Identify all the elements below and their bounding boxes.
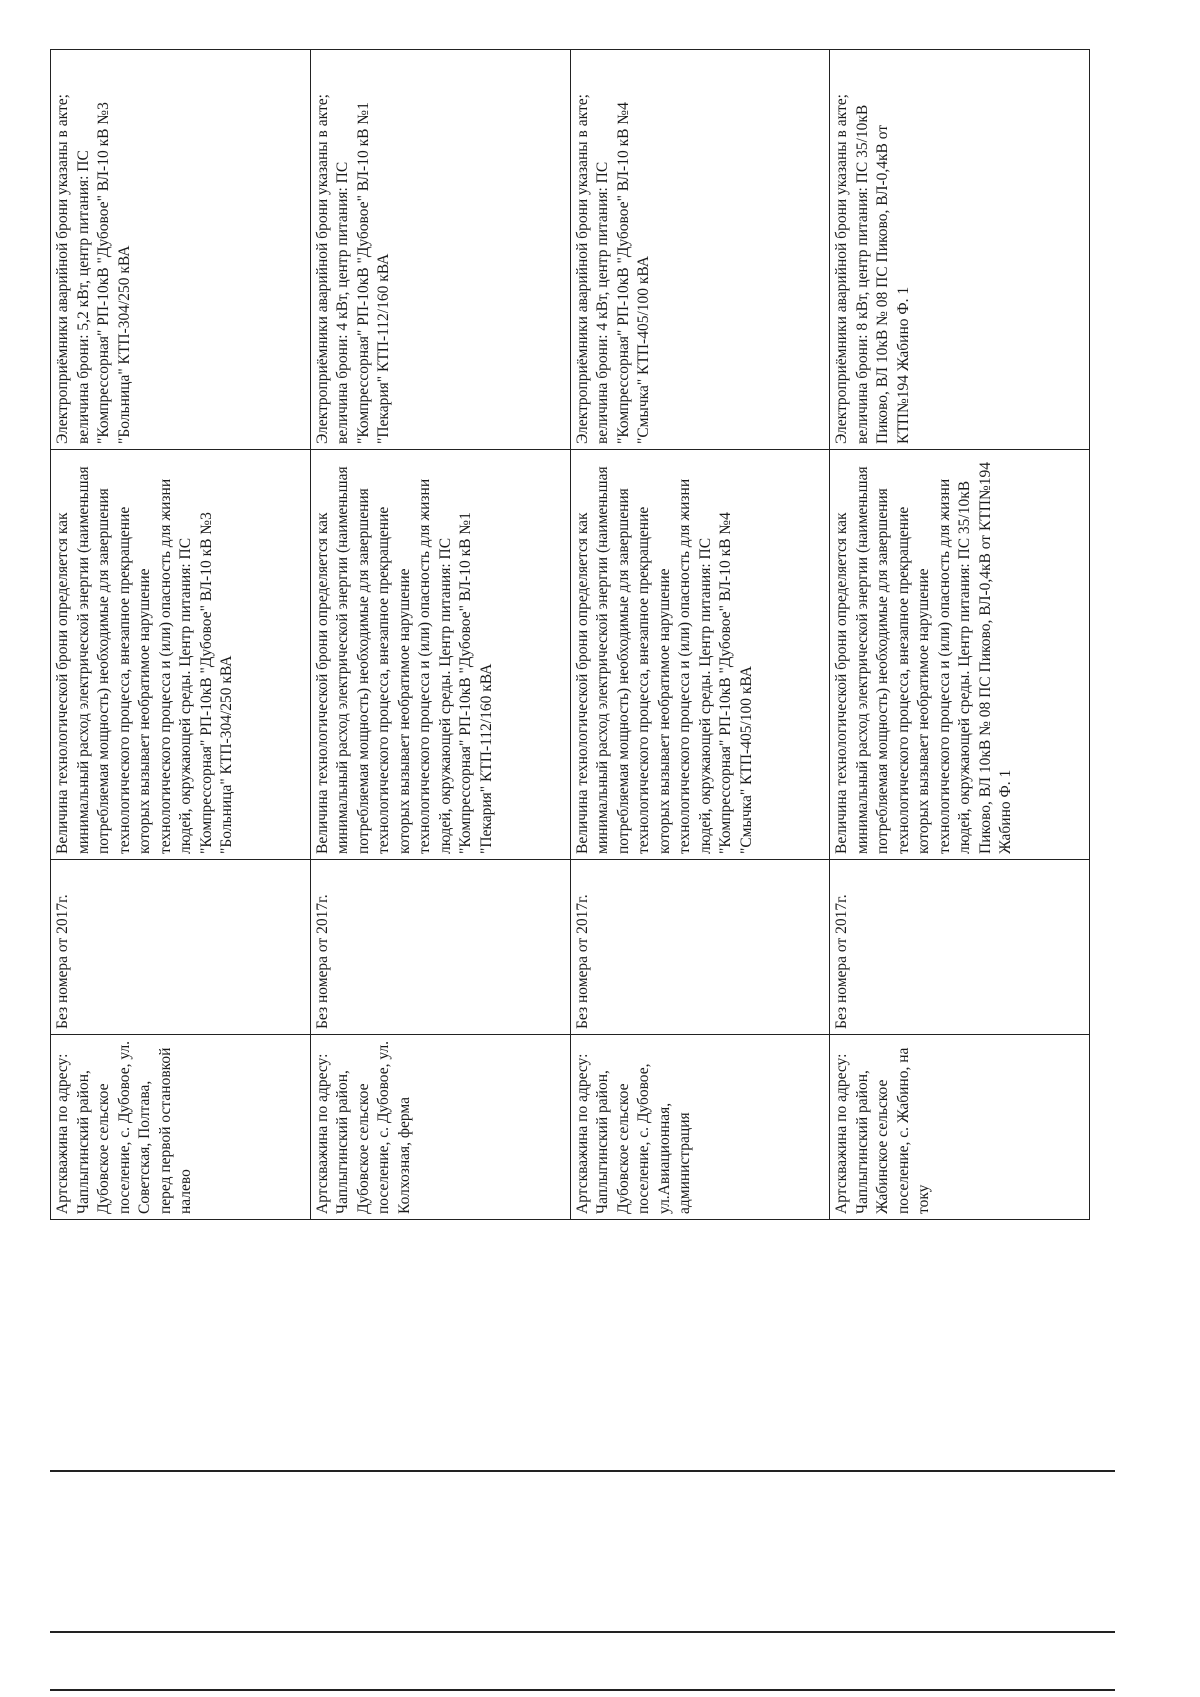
address-cell: Артскважина по адресу: Чаплыгинский район, Дубовское сельское поселение, с. Дубовое, ул. Колхозная, ферма [310, 1035, 570, 1220]
emergency-reserve-cell: Электроприёмники аварийной брони указаны в акте; величина брони: 5,2 кВт, центр питания: ПС "Компрессорная" РП-10кВ "Дубовое" ВЛ-10 кВ №3 "Больница" КТП-304/250 кВА [51, 50, 311, 450]
tech-reserve-cell: Величина технологической брони определяется как минимальный расход электрической энергии (наименьшая потребляемая мощность) необходимые для завершения технологического процесса, внезапное прекращение которых вызывает необратимое нарушение технологического процесса и (или) опасность для жизни людей, окружающей среды. Центр питания: ПС "Компрессорная" РП-10кВ "Дубовое" ВЛ-10 кВ №1 "Пекария" КТП-112/160 кВА [310, 450, 570, 860]
tech-reserve-cell: Величина технологической брони определяется как минимальный расход электрической энергии (наименьшая потребляемая мощность) необходимые для завершения технологического процесса, внезапное прекращение которых вызывает необратимое нарушение технологического процесса и (или) опасность для жизни людей, окружающей среды. Центр питания: ПС "Компрессорная" РП-10кВ "Дубовое" ВЛ-10 кВ №3 "Больница" КТП-304/250 кВА [51, 450, 311, 860]
tech-reserve-cell: Величина технологической брони определяется как минимальный расход электрической энергии (наименьшая потребляемая мощность) необходимые для завершения технологического процесса, внезапное прекращение которых вызывает необратимое нарушение технологического процесса и (или) опасность для жизни людей, окружающей среды. Центр питания: ПС 35/10кВ Пиково, ВЛ 10кВ № 08 ПС Пиково, ВЛ-0,4кВ от КТП№194 Жабино Ф. 1 [830, 450, 1090, 860]
emergency-reserve-cell: Электроприёмники аварийной брони указаны в акте; величина брони: 4 кВт, центр питания: ПС "Компрессорная" РП-10кВ "Дубовое" ВЛ-10 кВ №4 "Смычка" КТП-405/100 кВА [570, 50, 830, 450]
address-cell: Артскважина по адресу: Чаплыгинский район, Дубовское сельское поселение, с. Дубовое, ул.Авиационная, администрация [570, 1035, 830, 1220]
reserve-table [50, 49, 1090, 1220]
table-row [570, 50, 830, 1220]
table-row [51, 50, 311, 1220]
divider-line [50, 1631, 1115, 1633]
table-row [830, 50, 1090, 1220]
emergency-reserve-cell: Электроприёмники аварийной брони указаны в акте; величина брони: 8 кВт, центр питания: ПС 35/10кВ Пиково, ВЛ 10кВ № 08 ПС Пиково, ВЛ-0,4кВ от КТП№194 Жабино Ф. 1 [830, 50, 1090, 450]
act-cell: Без номера от 2017г. [310, 860, 570, 1035]
act-cell: Без номера от 2017г. [51, 860, 311, 1035]
address-cell: Артскважина по адресу: Чаплыгинский район, Жабинское сельское поселение, с. Жабино, на току [830, 1035, 1090, 1220]
act-cell: Без номера от 2017г. [570, 860, 830, 1035]
act-cell: Без номера от 2017г. [830, 860, 1090, 1035]
divider-line [50, 1470, 1115, 1472]
rotated-reserve-table [50, 50, 1090, 1220]
emergency-reserve-cell: Электроприёмники аварийной брони указаны в акте; величина брони: 4 кВт, центр питания: ПС "Компрессорная" РП-10кВ "Дубовое" ВЛ-10 кВ №1 "Пекария" КТП-112/160 кВА [310, 50, 570, 450]
table-row [310, 50, 570, 1220]
address-cell: Артскважина по адресу: Чаплыгинский район, Дубовское сельское поселение, с. Дубовое, ул. Советская, Полтава, перед первой остановкой налево [51, 1035, 311, 1220]
tech-reserve-cell: Величина технологической брони определяется как минимальный расход электрической энергии (наименьшая потребляемая мощность) необходимые для завершения технологического процесса, внезапное прекращение которых вызывает необратимое нарушение технологического процесса и (или) опасность для жизни людей, окружающей среды. Центр питания: ПС "Компрессорная" РП-10кВ "Дубовое" ВЛ-10 кВ №4 "Смычка" КТП-405/100 кВА [570, 450, 830, 860]
divider-line [50, 1689, 1115, 1691]
